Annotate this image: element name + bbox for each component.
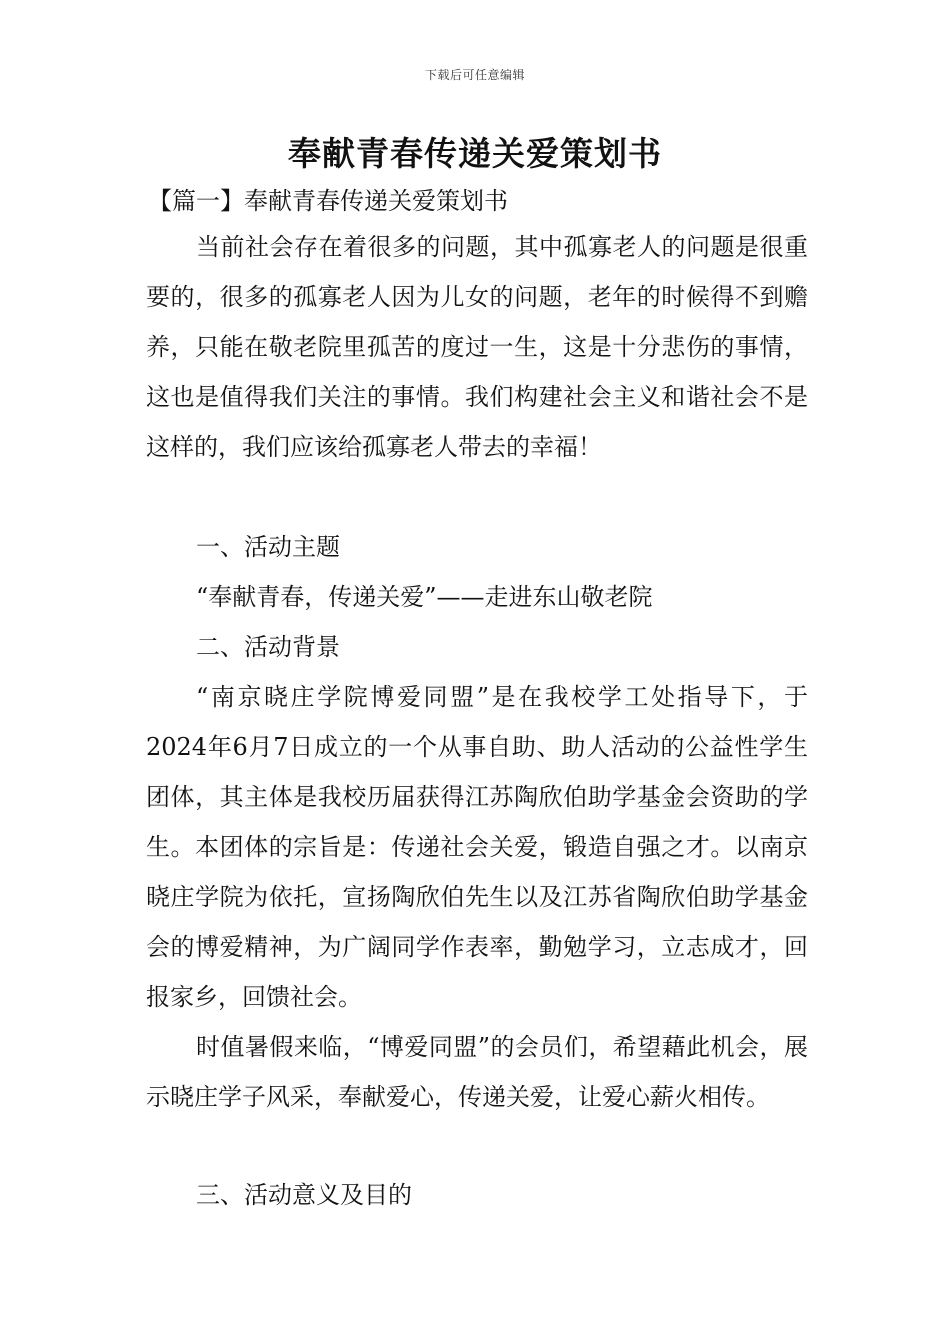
- heading-activity-theme: 一、活动主题: [196, 533, 340, 561]
- heading-activity-background: 二、活动背景: [196, 633, 340, 661]
- background-paragraph: “南京晓庄学院博爱同盟”是在我校学工处指导下，于2024年6月7日成立的一个从事自助、助人活动的公益性学生团体，其主体是我校历届获得江苏陶欣伯助学基金会资助的学生。本团体的宗旨是：传递社会关爱，锻造自强之才。以南京晓庄学院为依托，宣扬陶欣伯先生以及江苏省陶欣伯助学基金会的博爱精神，为广阔同学作表率，勤勉学习，立志成才，回报家乡，回馈社会。: [146, 683, 808, 1011]
- intro-paragraph: 当前社会存在着很多的问题，其中孤寡老人的问题是很重要的，很多的孤寡老人因为儿女的问题，老年的时候得不到赡养，只能在敬老院里孤苦的度过一生，这是十分悲伤的事情，这也是值得我们关注的事情。我们构建社会主义和谐社会不是这样的，我们应该给孤寡老人带去的幸福！: [146, 233, 808, 461]
- heading-significance-purpose: 三、活动意义及目的: [196, 1181, 412, 1209]
- page-header-note: 下载后可任意编辑: [424, 68, 525, 82]
- section-heading: 【篇一】奉献青春传递关爱策划书: [148, 187, 508, 215]
- summer-paragraph: 时值暑假来临，“博爱同盟”的会员们，希望藉此机会，展示晓庄学子风采，奉献爱心，传递关爱，让爱心薪火相传。: [146, 1033, 808, 1111]
- document-title: 奉献青春传递关爱策划书: [288, 134, 662, 173]
- theme-text: “奉献青春，传递关爱”——走进东山敬老院: [196, 583, 653, 611]
